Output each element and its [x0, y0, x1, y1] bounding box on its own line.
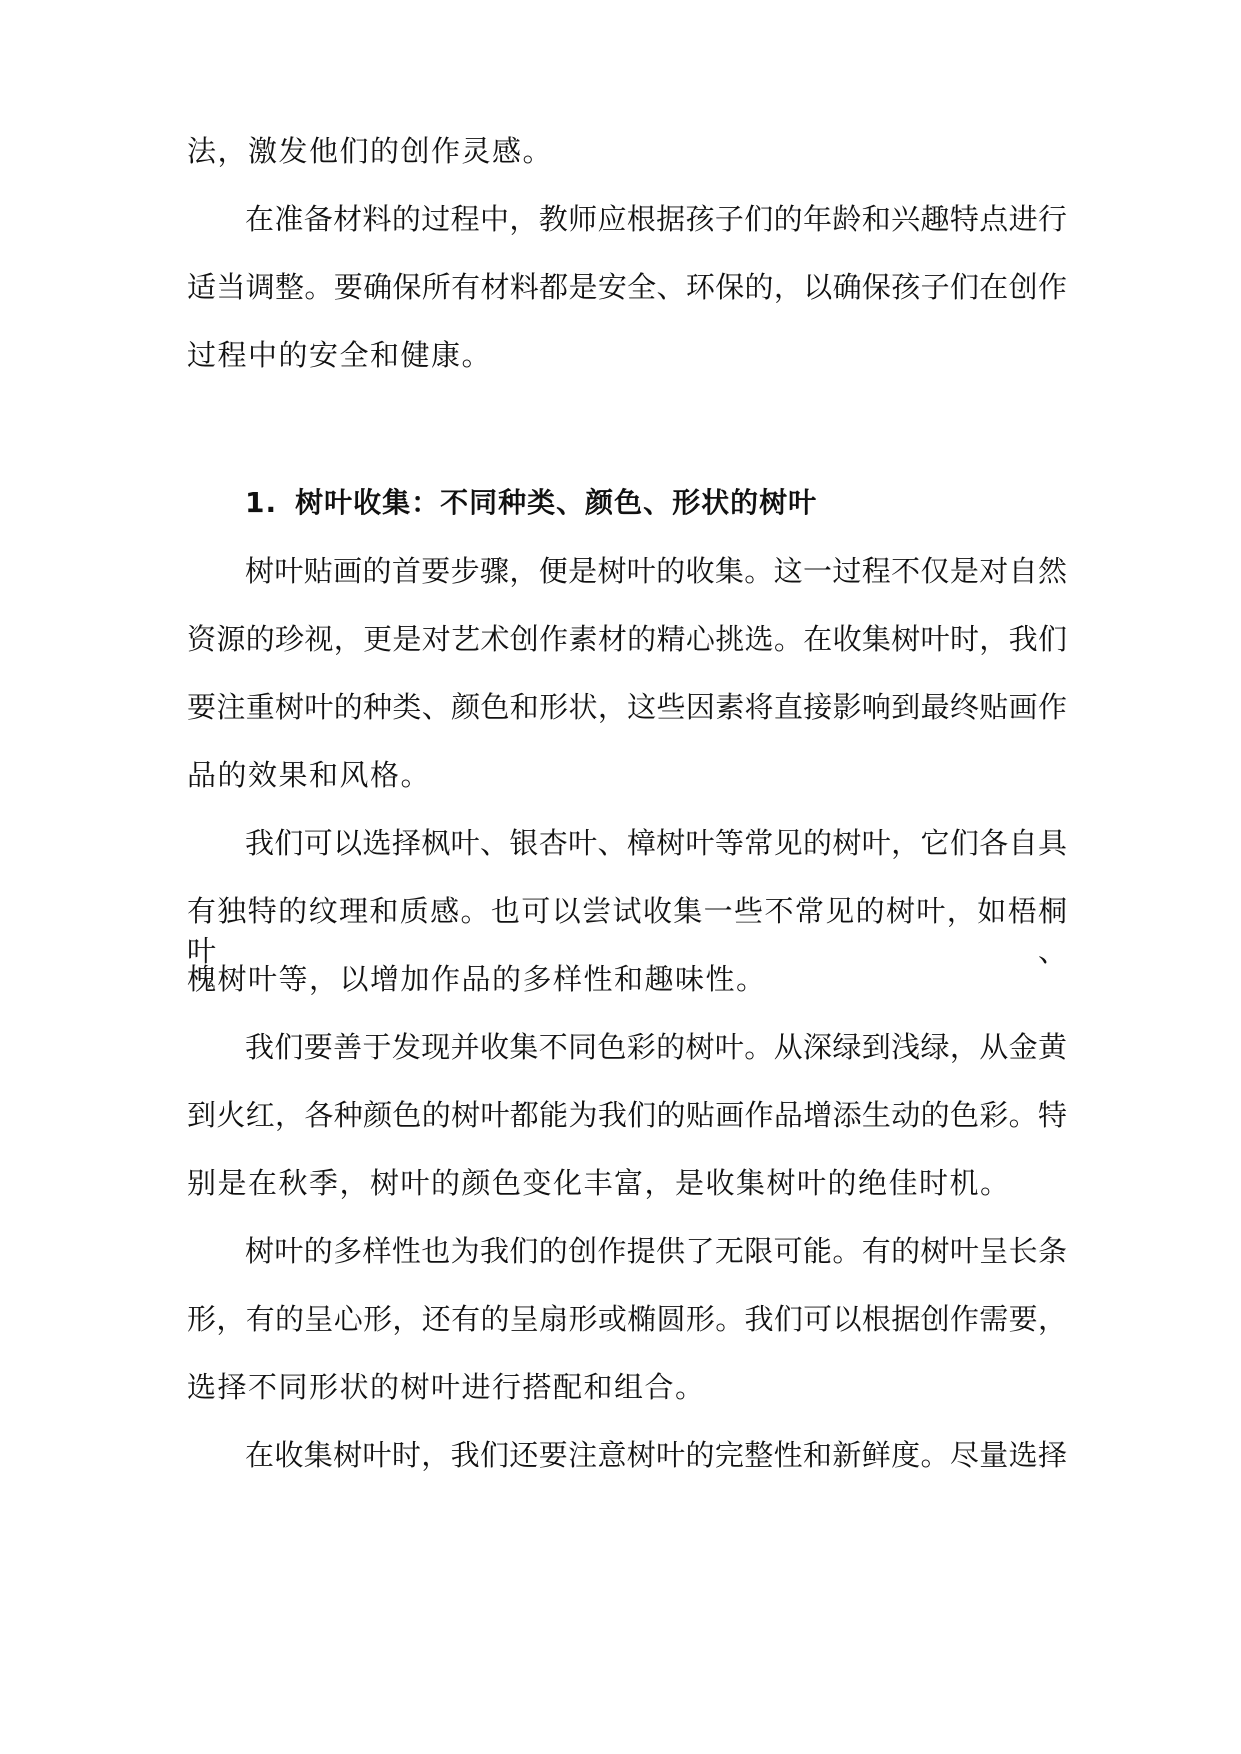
paragraph-line: 树叶贴画的首要步骤，便是树叶的收集。这一过程不仅是对自然: [245, 554, 1067, 588]
paragraph-line: 槐树叶等，以增加作品的多样性和趣味性。: [187, 962, 767, 996]
paragraph-line: 选择不同形状的树叶进行搭配和组合。: [187, 1370, 706, 1404]
paragraph-line: 品的效果和风格。: [187, 758, 432, 792]
paragraph-line: 要注重树叶的种类、颜色和形状，这些因素将直接影响到最终贴画作: [187, 690, 1067, 724]
paragraph-line: 树叶的多样性也为我们的创作提供了无限可能。有的树叶呈长条: [245, 1234, 1067, 1268]
paragraph-line: 有独特的纹理和质感。也可以尝试收集一些不常见的树叶，如梧桐叶、: [187, 894, 1067, 968]
paragraph-line: 到火红，各种颜色的树叶都能为我们的贴画作品增添生动的色彩。特: [187, 1098, 1067, 1132]
section-heading: [245, 483, 817, 523]
paragraph-line: 在准备材料的过程中，教师应根据孩子们的年龄和兴趣特点进行: [245, 202, 1067, 236]
paragraph-line: 资源的珍视，更是对艺术创作素材的精心挑选。在收集树叶时，我们: [187, 622, 1067, 656]
paragraph-line: 过程中的安全和健康。: [187, 338, 493, 372]
paragraph-line: 我们可以选择枫叶、银杏叶、樟树叶等常见的树叶，它们各自具: [245, 826, 1067, 860]
paragraph-line: 适当调整。要确保所有材料都是安全、环保的，以确保孩子们在创作: [187, 270, 1067, 304]
paragraph-line: 在收集树叶时，我们还要注意树叶的完整性和新鲜度。尽量选择: [245, 1438, 1067, 1472]
paragraph-line: 法，激发他们的创作灵感。: [187, 134, 554, 168]
section-title: 树叶收集：不同种类、颜色、形状的树叶: [295, 486, 818, 519]
section-number: 1.: [245, 486, 278, 519]
paragraph-line: 形，有的呈心形，还有的呈扇形或椭圆形。我们可以根据创作需要，: [187, 1302, 1067, 1336]
paragraph-line: 别是在秋季，树叶的颜色变化丰富，是收集树叶的绝佳时机。: [187, 1166, 1011, 1200]
paragraph-line: 我们要善于发现并收集不同色彩的树叶。从深绿到浅绿，从金黄: [245, 1030, 1067, 1064]
